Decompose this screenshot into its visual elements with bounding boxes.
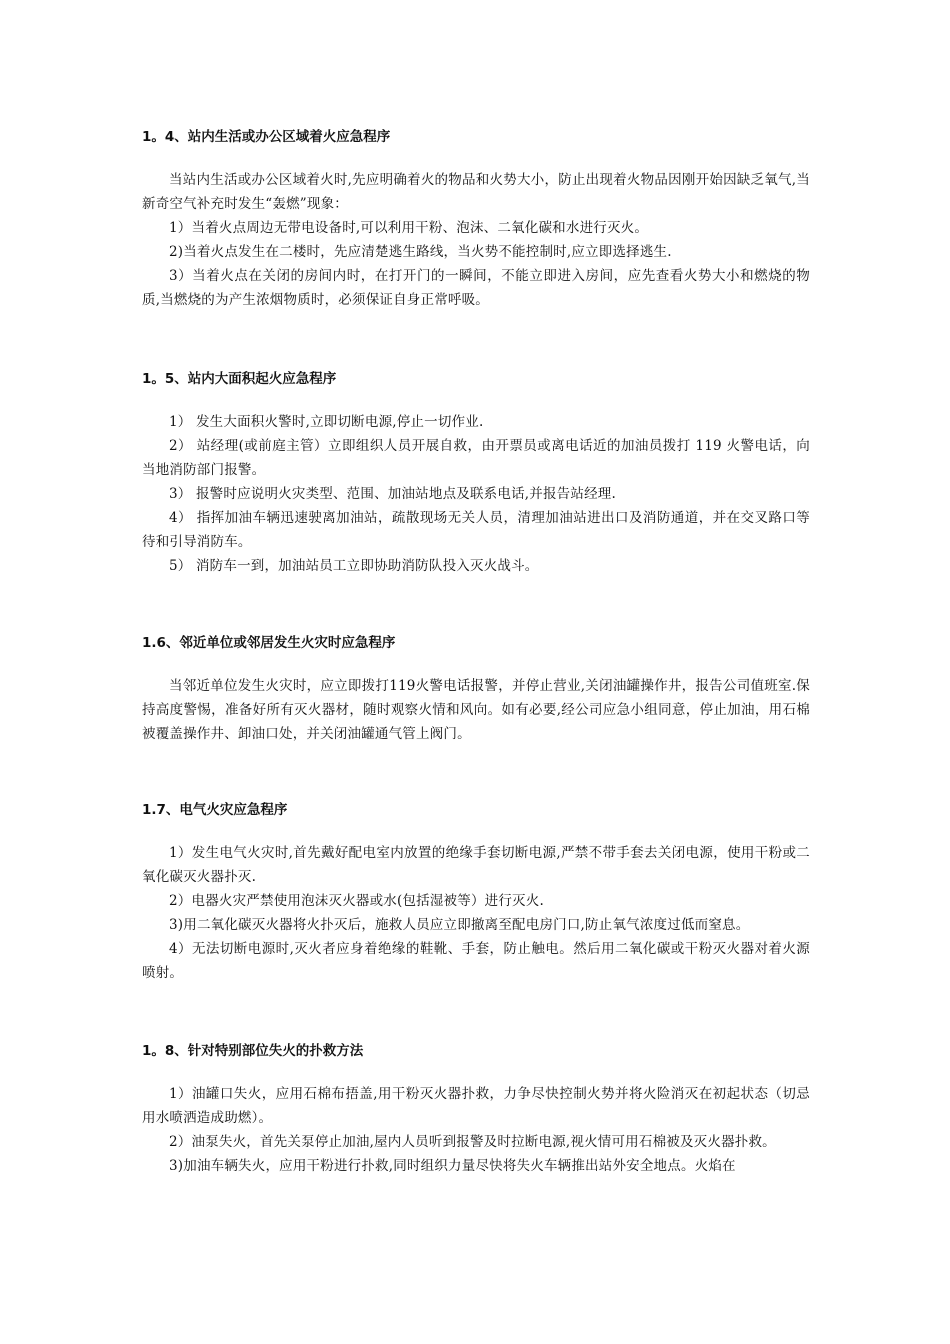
paragraph: 1）当着火点周边无带电设备时,可以利用干粉、泡沫、二氧化碳和水进行灭火。 [169,220,649,236]
section-1-4 [142,127,810,312]
paragraph: 4） 指挥加油车辆迅速驶离加油站，疏散现场无关人员，清理加油站进出口及消防通道，并在交叉路口等待和引导消防车。 [142,510,810,550]
paragraph: 3）当着火点在关闭的房间内时，在打开门的一瞬间，不能立即进入房间，应先查看火势大小和燃烧的物质,当燃烧的为产生浓烟物质时，必须保证自身正常呼吸。 [142,268,810,308]
section-heading: 1.6、邻近单位或邻居发生火灾时应急程序 [142,635,396,651]
paragraph: 1）油罐口失火，应用石棉布捂盖,用干粉灭火器扑救，力争尽快控制火势并将火险消灭在初起状态（切忌用水喷洒造成助燃）。 [142,1086,810,1126]
paragraph: 3)用二氧化碳灭火器将火扑灭后，施救人员应立即撤离至配电房门口,防止氧气浓度过低而窒息。 [169,917,750,933]
paragraph: 1） 发生大面积火警时,立即切断电源,停止一切作业. [169,414,484,430]
paragraph: 1）发生电气火灾时,首先戴好配电室内放置的绝缘手套切断电源,严禁不带手套去关闭电源，使用干粉或二氧化碳灭火器扑灭. [142,845,810,885]
section-1-7 [142,800,810,985]
paragraph: 2)当着火点发生在二楼时，先应清楚逃生路线，当火势不能控制时,应立即选择逃生. [169,244,672,260]
section-heading: 1。8、针对特别部位失火的扑救方法 [142,1043,364,1059]
section-1-8 [142,1041,810,1178]
paragraph: 当站内生活或办公区域着火时,先应明确着火的物品和火势大小，防止出现着火物品因刚开始因缺乏氧气,当新奇空气补充时发生“轰燃”现象： [142,172,810,212]
section-heading: 1。4、站内生活或办公区域着火应急程序 [142,129,391,145]
paragraph: 5） 消防车一到，加油站员工立即协助消防队投入灭火战斗。 [169,558,539,574]
paragraph: 3)加油车辆失火，应用干粉进行扑救,同时组织力量尽快将失火车辆推出站外安全地点。火焰在 [169,1158,736,1174]
paragraph: 4）无法切断电源时,灭火者应身着绝缘的鞋靴、手套，防止触电。然后用二氧化碳或干粉灭火器对着火源喷射。 [142,941,810,981]
paragraph: 2） 站经理(或前庭主管）立即组织人员开展自救，由开票员或离电话近的加油员拨打 119 火警电话，向当地消防部门报警。 [142,438,810,478]
section-heading: 1。5、站内大面积起火应急程序 [142,371,337,387]
section-1-5 [142,369,810,578]
paragraph: 3） 报警时应说明火灾类型、范围、加油站地点及联系电话,并报告站经理. [169,486,616,502]
paragraph: 2）电器火灾严禁使用泡沫灭火器或水(包括湿被等）进行灭火. [169,893,544,909]
paragraph: 当邻近单位发生火灾时，应立即拨打119火警电话报警，并停止营业,关闭油罐操作井，报告公司值班室.保持高度警惕，准备好所有灭火器材，随时观察火情和风向。如有必要,经公司应急小组同意，停止加油，用石棉被覆盖操作井、卸油口处，并关闭油罐通气管上阀门。 [142,678,810,742]
section-1-6 [142,633,810,746]
paragraph: 2）油泵失火，首先关泵停止加油,屋内人员听到报警及时拉断电源,视火情可用石棉被及灭火器扑救。 [169,1134,776,1150]
section-heading: 1.7、电气火灾应急程序 [142,802,288,818]
